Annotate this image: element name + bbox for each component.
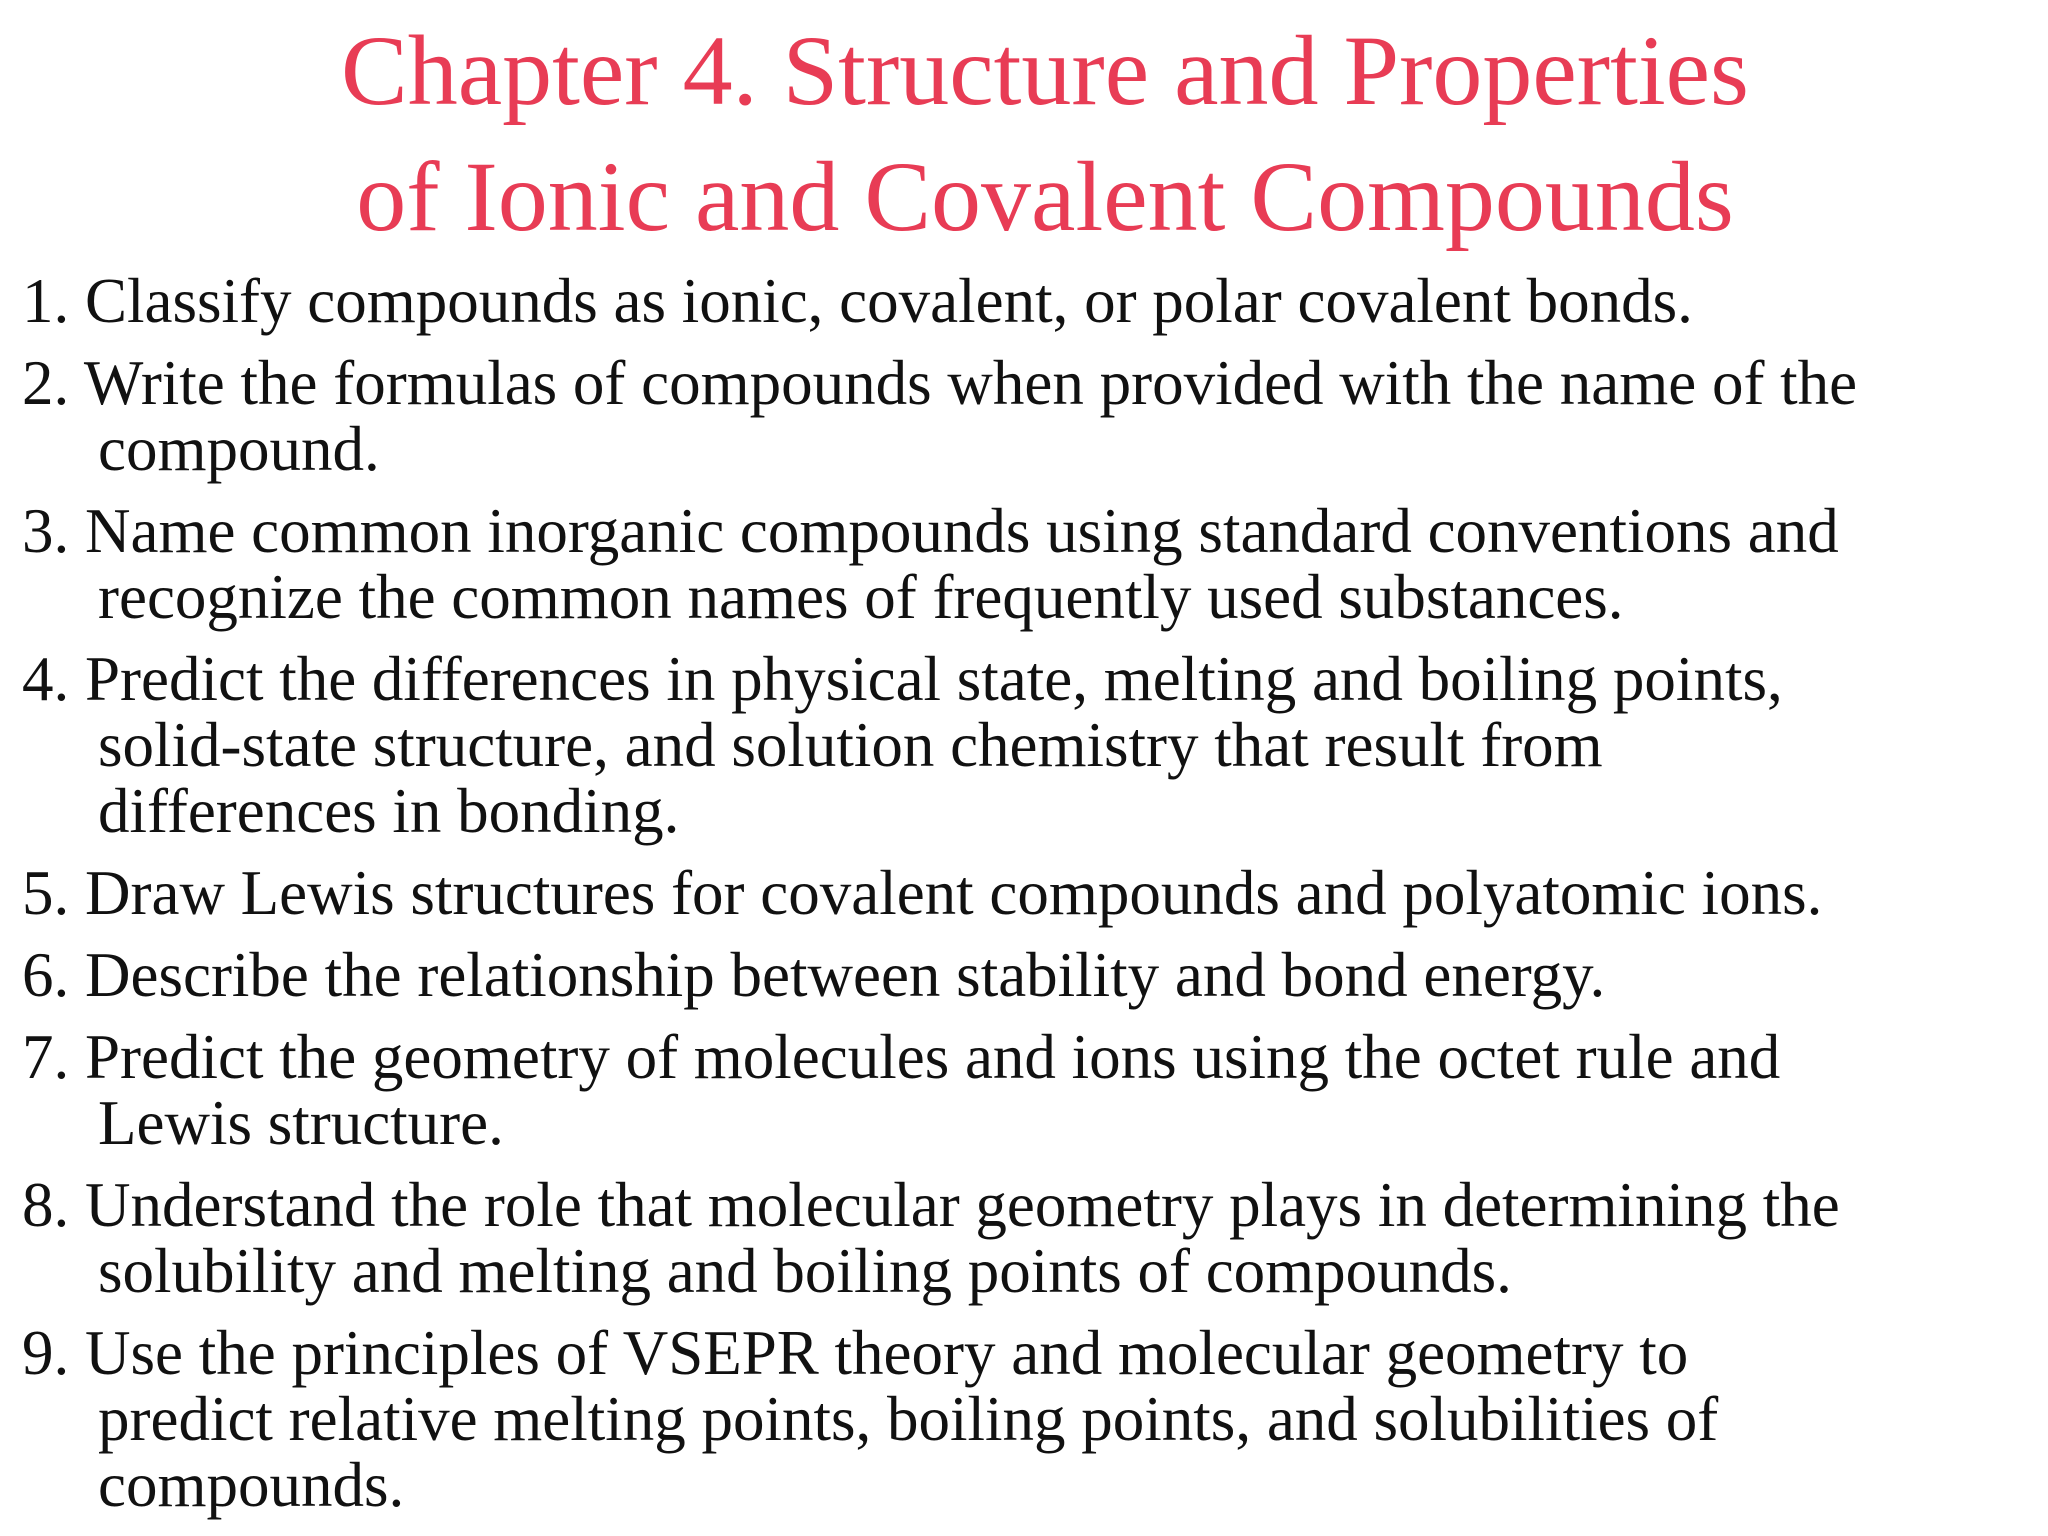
objective-number: 1. [22, 266, 70, 336]
objective-number: 2. [22, 348, 70, 418]
objective-4 [22, 646, 2032, 844]
objective-text: recognize the common names of frequently used substances. [98, 562, 1624, 632]
objective-number: 7. [22, 1022, 70, 1092]
objective-text: Lewis structure. [98, 1088, 504, 1158]
objective-7 [22, 1024, 2032, 1156]
objective-1 [22, 268, 2032, 334]
objective-text: compound. [98, 414, 380, 484]
objectives-list [22, 268, 2032, 1534]
objective-8 [22, 1172, 2032, 1304]
objective-3 [22, 498, 2032, 630]
objective-text: Describe the relationship between stability and bond energy. [85, 940, 1606, 1010]
objective-9 [22, 1320, 2032, 1518]
objective-2 [22, 350, 2032, 482]
objective-number: 4. [22, 644, 70, 714]
objective-text: predict relative melting points, boiling points, and solubilities of [98, 1384, 1719, 1454]
objective-text: Classify compounds as ionic, covalent, or polar covalent bonds. [85, 266, 1693, 336]
objective-number: 8. [22, 1170, 70, 1240]
objective-text: Use the principles of VSEPR theory and molecular geometry to [85, 1318, 1689, 1388]
objective-number: 3. [22, 496, 70, 566]
objective-text: Write the formulas of compounds when provided with the name of the [83, 348, 1858, 418]
objective-text: Predict the differences in physical state, melting and boiling points, [85, 644, 1783, 714]
objective-5 [22, 860, 2032, 926]
objective-text: Predict the geometry of molecules and ions using the octet rule and [85, 1022, 1781, 1092]
objective-number: 5. [22, 858, 70, 928]
title-line-1: Chapter 4. Structure and Properties [341, 15, 1749, 126]
objective-number: 9. [22, 1318, 70, 1388]
objective-text: Name common inorganic compounds using standard conventions and [85, 496, 1839, 566]
slide-title [0, 8, 2048, 260]
title-line-2: of Ionic and Covalent Compounds [356, 141, 1734, 252]
objective-text: differences in bonding. [98, 776, 680, 846]
objective-text: solubility and melting and boiling points of compounds. [98, 1236, 1512, 1306]
objective-text: Draw Lewis structures for covalent compounds and polyatomic ions. [85, 858, 1823, 928]
objective-text: compounds. [98, 1450, 405, 1520]
objective-text: Understand the role that molecular geometry plays in determining the [85, 1170, 1840, 1240]
objective-text: solid-state structure, and solution chemistry that result from [98, 710, 1603, 780]
objective-6 [22, 942, 2032, 1008]
objective-number: 6. [22, 940, 70, 1010]
